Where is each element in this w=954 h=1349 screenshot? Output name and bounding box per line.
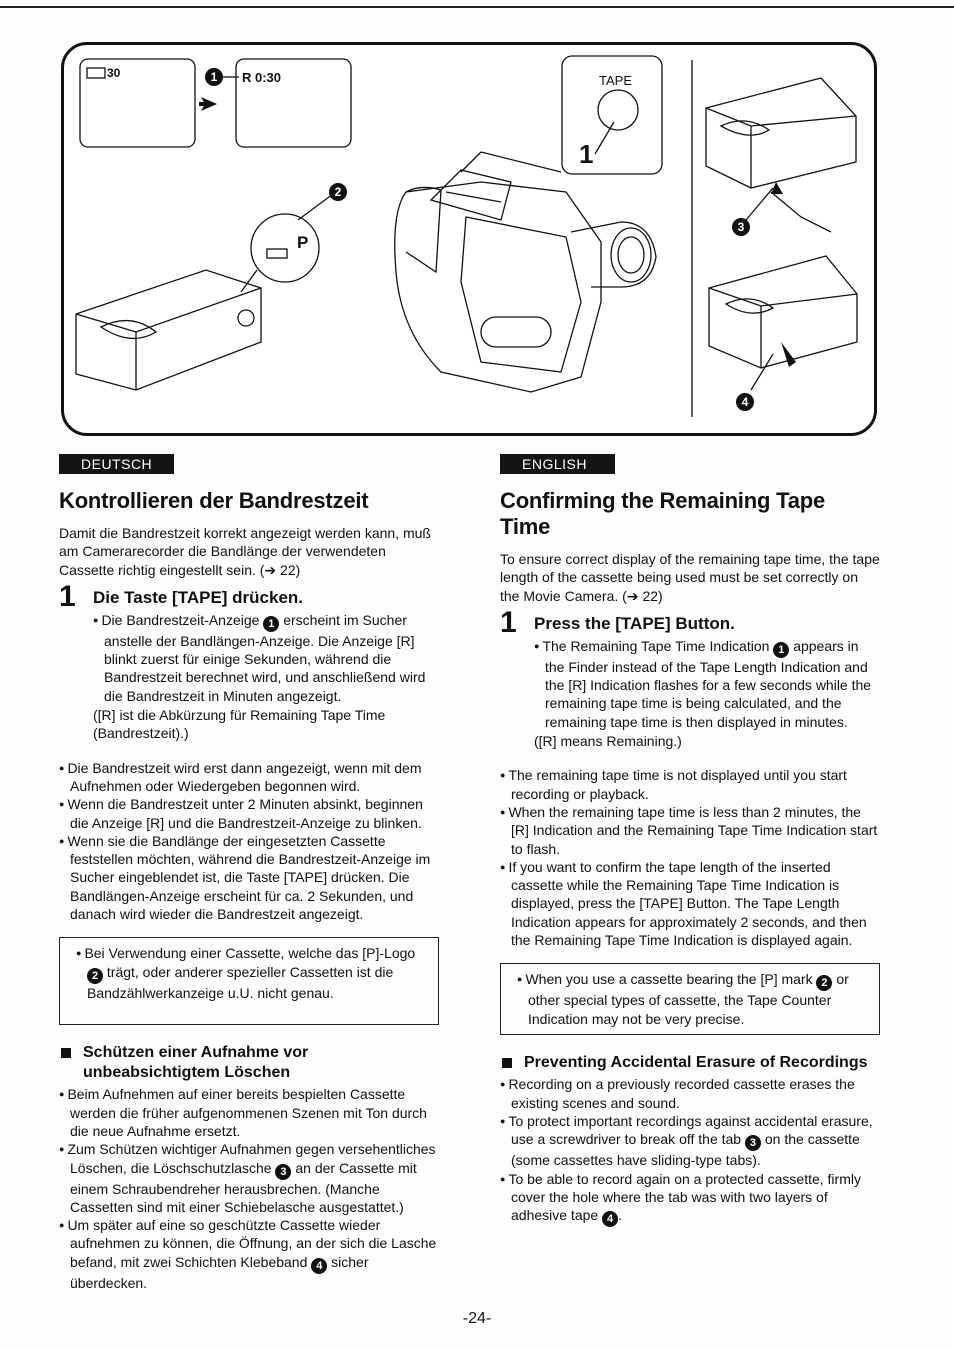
protect-list-deutsch xyxy=(59,1085,439,1292)
box-text-a: Bei Verwendung einer Cassette, welche das [P]-Logo xyxy=(84,945,416,962)
lang-label-english: ENGLISH xyxy=(500,454,615,474)
step-number: 1 xyxy=(59,579,76,613)
callout-1-label: 1 xyxy=(210,70,218,84)
box-text-b: trägt, oder anderer spezieller Cassetten ist die Bandzählwerkanzeige u.U. nicht genau. xyxy=(87,963,394,1001)
camcorder-body xyxy=(395,182,601,392)
list-item: ● Beim Aufnehmen auf einer bereits bespielten Cassette werden die früher aufgenommenen Szenen mit Ton durch die neue Aufnahme ersetzt. xyxy=(59,1085,439,1140)
list-item: ● Die Bandrestzeit wird erst dann angezeigt, wenn mit dem Aufnehmen oder Wiedergeben begonnen wird. xyxy=(59,759,439,796)
page-number: -24- xyxy=(462,1310,492,1327)
tape-button-label: TAPE xyxy=(599,73,632,88)
callout-2-icon: 2 xyxy=(87,968,103,984)
list-item: ● If you want to confirm the tape length of the inserted cassette while the Remaining Tape Time Indication is displayed, press the [TAPE] Button. The Tape Length Indication appears for approximately 2 seconds, and then the Remaining Tape Time Indication is displayed again. xyxy=(500,858,880,949)
callout-1-icon: 1 xyxy=(773,642,789,658)
top-rule xyxy=(0,6,954,8)
list-item: ● When the remaining tape time is less than 2 minutes, the [R] Indication and the Remaining Tape Time Indication start to flash. xyxy=(500,803,880,858)
callout-4-icon: 4 xyxy=(602,1211,618,1227)
list-item-text-b: . xyxy=(618,1207,622,1224)
cassette-right-top xyxy=(706,78,856,188)
p-mark-label: P xyxy=(297,233,309,252)
callout-4-icon: 4 xyxy=(311,1258,327,1274)
lang-label-deutsch: DEUTSCH xyxy=(59,454,174,474)
subheading-english: Preventing Accidental Erasure of Recordings xyxy=(500,1053,880,1073)
callout-4-label: 4 xyxy=(741,395,749,409)
list-item xyxy=(500,1170,880,1228)
callout-1-icon: 1 xyxy=(263,616,279,632)
list-item-text-b: an der Cassette mit einem Schraubendreher herausbrechen. (Manche Cassetten sind mit einer Schiebelasche ausgestattet.) xyxy=(70,1159,417,1215)
list-item-text-b: sicher überdecken. xyxy=(70,1253,369,1291)
display-after-text: R 0:30 xyxy=(242,70,282,85)
cassette-icon xyxy=(87,68,105,78)
step-bullet-text-a: Die Bandrestzeit-Anzeige xyxy=(101,611,260,628)
camera-illustration xyxy=(61,42,877,436)
step-bullet-text-b: erscheint im Sucher anstelle der Bandlängen-Anzeige. Die Anzeige [R] blinkt zuerst für einige Sekunden, während die Bandrestzeit berechnet wird, und anschließend wird die Bandrestzeit in Minuten angezeigt. xyxy=(104,611,426,704)
p-mark-circle xyxy=(251,214,319,282)
note-box-english xyxy=(500,963,880,1035)
list-item: ● Recording on a previously recorded cassette erases the existing scenes and sound. xyxy=(500,1075,880,1112)
callout-3-icon: 3 xyxy=(745,1135,761,1151)
list-item xyxy=(59,1140,439,1216)
step-1-english xyxy=(500,605,880,639)
list-item-text-b: on the cassette (some cassettes have sliding-type tabs). xyxy=(511,1131,860,1169)
protect-list-english xyxy=(500,1075,880,1227)
cassette-left xyxy=(76,270,261,390)
bullet-list-english xyxy=(500,766,880,949)
english-column xyxy=(500,454,880,1227)
list-item: ● Wenn sie die Bandlänge der eingesetzten Cassette feststellen möchten, während die Bandrestzeit-Anzeige im Sucher eingeblendet ist, die Taste [TAPE] drücken. Die Bandlängen-Anzeige erscheint für ca. 2 Sekunden, und danach wird wieder die Bandrestzeit angezeigt. xyxy=(59,832,439,923)
callout-2-icon: 2 xyxy=(816,975,832,991)
step-note: ([R] ist die Abkürzung für Remaining Tape Time (Bandrestzeit).) xyxy=(93,707,386,742)
list-item xyxy=(59,1216,439,1292)
tape-button xyxy=(598,90,638,130)
subheading-deutsch: Schützen einer Aufnahme vor unbeabsichtigtem Löschen xyxy=(59,1043,439,1083)
list-item-text-a: Zum Schützen wichtiger Aufnahmen gegen versehentliches Löschen, die Löschschutzlasche xyxy=(67,1141,436,1176)
callout-3-label: 3 xyxy=(737,220,745,234)
box-text-b: or other special types of cassette, the Tape Counter Indication may not be very precise. xyxy=(528,971,849,1027)
bullet-list-deutsch xyxy=(59,759,439,924)
page-title-english: Confirming the Remaining Tape Time xyxy=(500,488,826,539)
step-note: ([R] means Remaining.) xyxy=(534,733,682,750)
intro-english: To ensure correct display of the remaining tape time, the tape length of the cassette being used must be set correctly on the Movie Camera. (➔ 22) xyxy=(500,551,880,604)
page-title-deutsch: Kontrollieren der Bandrestzeit xyxy=(59,488,369,513)
list-item-text-a: To be able to record again on a protected cassette, firmly cover the hole where the tab was with two layers of adhesive tape xyxy=(508,1170,861,1224)
deutsch-column xyxy=(59,454,439,1292)
list-item-text-a: To protect important recordings against accidental erasure, use a screwdriver to break off the tab xyxy=(508,1112,873,1148)
step-number: 1 xyxy=(500,605,517,639)
list-item-text-a: Um später auf eine so geschützte Cassette wieder aufnehmen zu können, die Öffnung, an der sich die Lasche befand, mit zwei Schichten Klebeband xyxy=(67,1217,437,1270)
step-title: Die Taste [TAPE] drücken. xyxy=(93,587,304,607)
list-item xyxy=(500,1112,880,1170)
step-body-deutsch xyxy=(93,611,439,743)
callout-2-label: 2 xyxy=(334,185,342,199)
box-text-a: When you use a cassette bearing the [P] mark xyxy=(525,971,813,988)
cassette-small-icon xyxy=(267,249,287,258)
step-bullet-text-b: appears in the Finder instead of the Tape Length Indication and the [R] Indication flashes for a few seconds while the remaining tape time is being calculated, and the remaining tape time is then displayed in minutes. xyxy=(545,637,872,730)
step-title: Press the [TAPE] Button. xyxy=(534,613,735,633)
display-before-text: 30 xyxy=(107,66,121,80)
list-item: ● The remaining tape time is not displayed until you start recording or playback. xyxy=(500,766,880,803)
step-bullet-text-a: The Remaining Tape Time Indication xyxy=(542,637,770,654)
cassette-right-bottom xyxy=(709,256,857,368)
note-box-deutsch xyxy=(59,937,439,1025)
adhesive-tape-icon xyxy=(781,342,796,367)
list-item: ● Wenn die Bandrestzeit unter 2 Minuten absinkt, beginnen die Anzeige [R] und die Bandrestzeit-Anzeige zu blinken. xyxy=(59,795,439,832)
intro-deutsch: Damit die Bandrestzeit korrekt angezeigt werden kann, muß am Camerarecorder die Bandlänge der verwendeten Cassette richtig eingestellt sein. (➔ 22) xyxy=(59,525,431,578)
step-body-english xyxy=(534,637,880,750)
callout-3-icon: 3 xyxy=(275,1164,291,1180)
step-1-deutsch xyxy=(59,579,439,613)
finder-display-before xyxy=(80,59,195,147)
step-callout-label: 1 xyxy=(579,139,594,169)
step-bullet xyxy=(93,611,439,705)
step-bullet xyxy=(534,637,880,731)
